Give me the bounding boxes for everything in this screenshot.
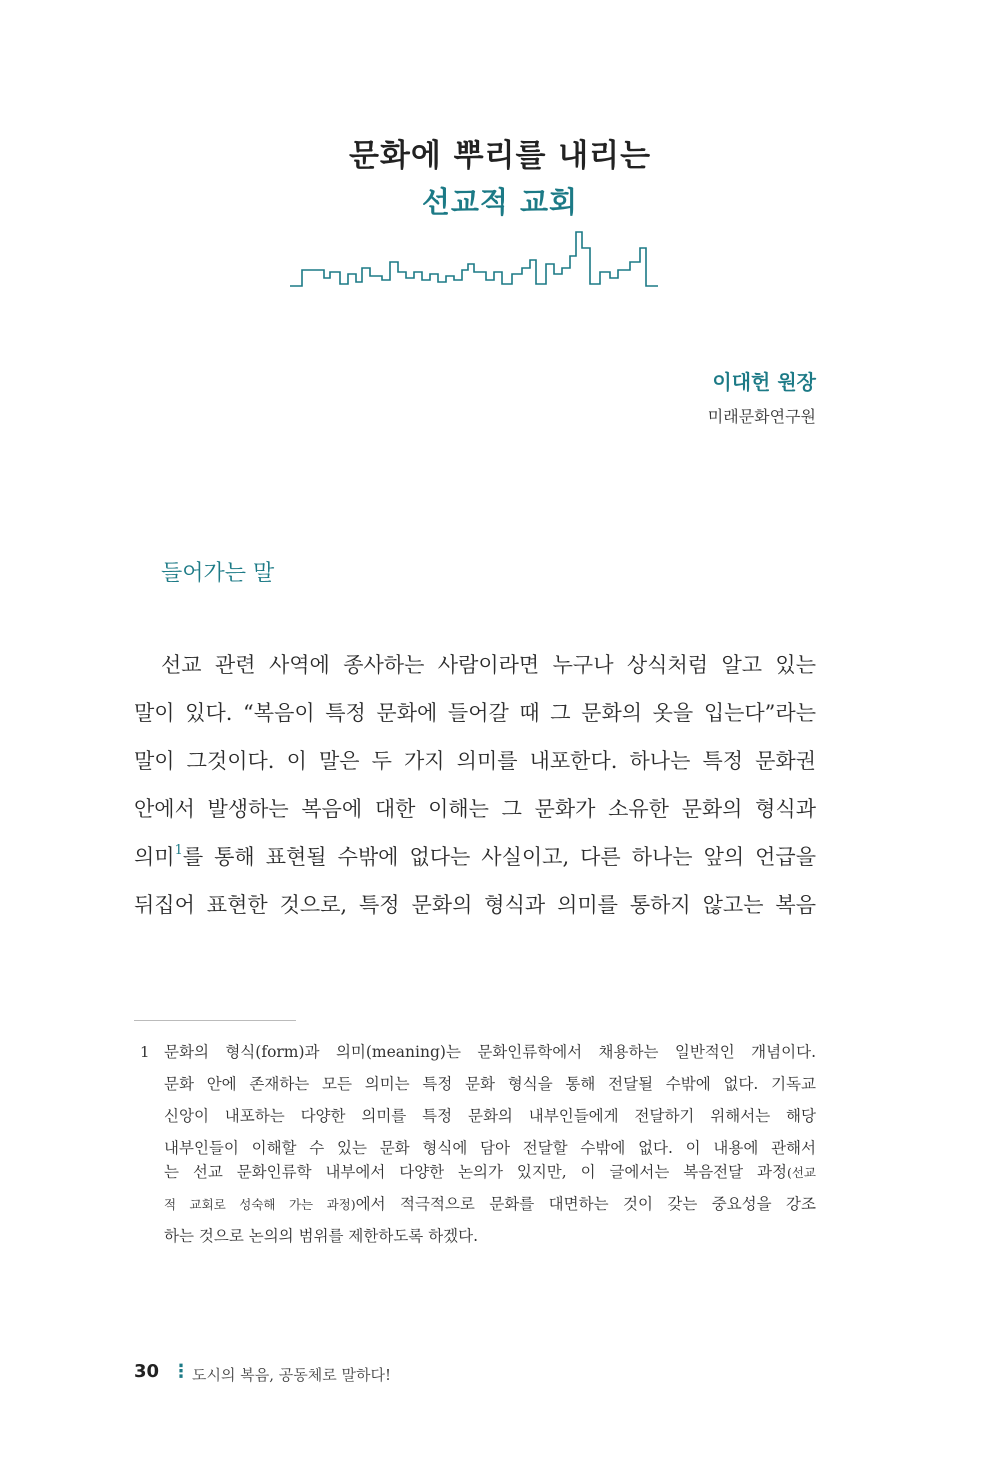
body-text: 의미 <box>134 845 175 869</box>
footnote-line: 문화 안에 존재하는 모든 의미는 특정 문화 형식을 통해 전달될 수밖에 없다. 기독교 <box>164 1075 816 1093</box>
body-line: 안에서 발생하는 복음에 대한 이해는 그 문화가 소유한 문화의 형식과 <box>134 797 816 821</box>
body-line: 뒤집어 표현한 것으로, 특정 문화의 형식과 의미를 통하지 않고는 복음 <box>134 893 816 917</box>
body-line: 선교 관련 사역에 종사하는 사람이라면 누구나 상식처럼 알고 있는 <box>161 653 816 677</box>
footnote-number: 1 <box>140 1043 150 1061</box>
footnote-line: 신앙이 내포하는 다양한 의미를 특정 문화의 내부인들에게 전달하기 위해서는 해당 <box>164 1107 816 1125</box>
page-title: 문화에 뿌리를 내리는 <box>348 138 652 174</box>
footnote-text: 에서 적극적으로 문화를 대면하는 것이 갖는 중요성을 강조 <box>355 1195 816 1213</box>
footnote-line: 하는 것으로 논의의 범위를 제한하도록 하겠다. <box>164 1227 479 1245</box>
footnote-divider <box>134 1020 296 1021</box>
body-line: 말이 있다. “복음이 특정 문화에 들어갈 때 그 문화의 옷을 입는다”라는 <box>134 701 816 725</box>
footnote-line: 문화의 형식(form)과 의미(meaning)는 문화인류학에서 채용하는 일반적인 개념이다. <box>164 1043 816 1061</box>
author-affiliation: 미래문화연구원 <box>707 407 816 426</box>
author-name: 이대헌 원장 <box>712 370 816 394</box>
footnote-text: 는 선교 문화인류학 내부에서 다양한 논의가 있지만, 이 글에서는 복음전달 과정 <box>164 1163 787 1181</box>
body-text: 를 통해 표현될 수밖에 없다는 사실이고, 다른 하나는 앞의 언급을 <box>182 845 816 869</box>
footnote-line <box>164 1160 816 1184</box>
footnote-line <box>164 1192 816 1216</box>
footnote-text-small: 적 교회로 성숙해 가는 과정) <box>164 1197 356 1212</box>
footnote-line: 내부인들이 이해할 수 있는 문화 형식에 담아 전달할 수밖에 없다. 이 내용에 관해서 <box>164 1139 816 1157</box>
running-title: 도시의 복음, 공동체로 말하다! <box>192 1366 391 1384</box>
footer-separator: ⋮ <box>172 1361 190 1382</box>
section-heading: 들어가는 말 <box>161 561 275 586</box>
body-line: 말이 그것이다. 이 말은 두 가지 의미를 내포한다. 하나는 특정 문화권 <box>134 749 816 773</box>
page-number: 30 <box>134 1361 160 1382</box>
footnote-text-small: (선교 <box>786 1165 816 1180</box>
body-line <box>134 842 816 872</box>
footnote-marker[interactable]: 1 <box>174 843 183 858</box>
city-skyline-icon <box>290 228 660 292</box>
page-subtitle: 선교적 교회 <box>421 185 579 219</box>
